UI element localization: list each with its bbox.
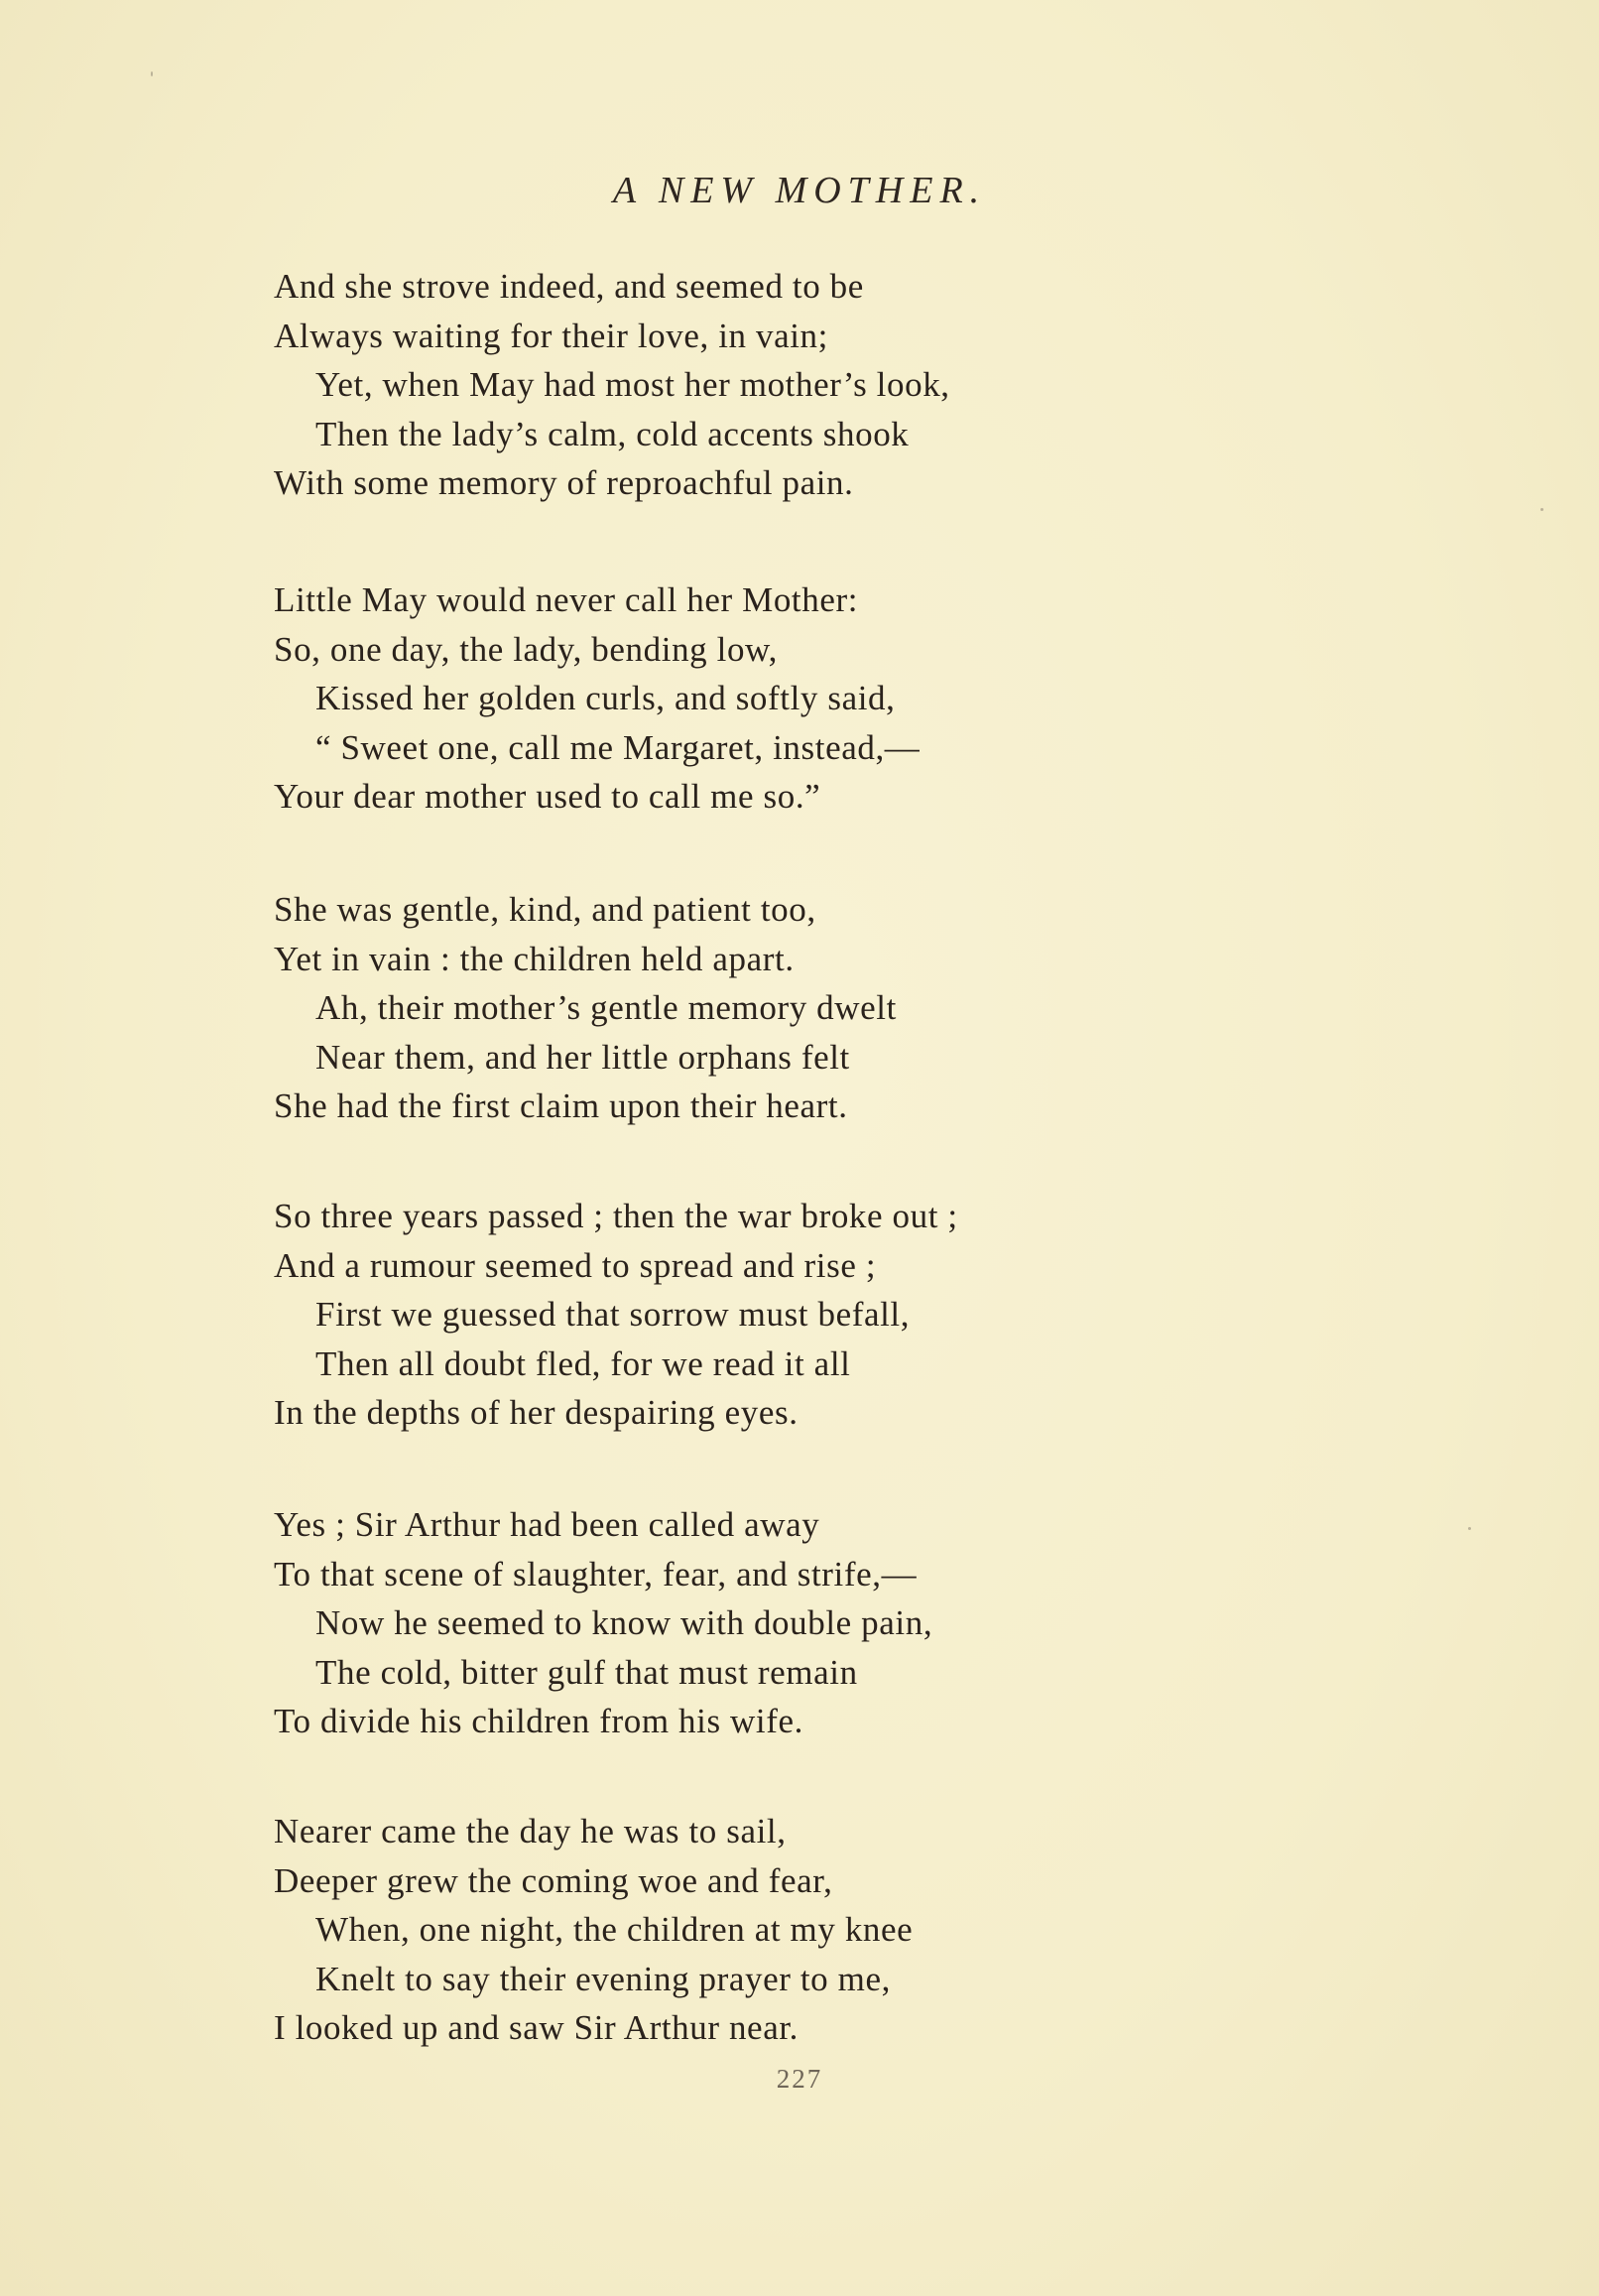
verse-line: Little May would never call her Mother: bbox=[274, 580, 859, 619]
paper-speck bbox=[1468, 1527, 1471, 1530]
verse-line: First we guessed that sorrow must befall, bbox=[315, 1295, 911, 1334]
verse-line: Then all doubt fled, for we read it all bbox=[315, 1343, 851, 1383]
verse-line: Deeper grew the coming woe and fear, bbox=[274, 1860, 833, 1900]
stanza-6 bbox=[274, 1807, 1414, 2053]
verse-line: So three years passed ; then the war broke out ; bbox=[274, 1197, 958, 1235]
verse-line: Now he seemed to know with double pain, bbox=[315, 1603, 933, 1642]
verse-line: Kissed her golden curls, and softly said, bbox=[315, 679, 896, 717]
verse-line: And a rumour seemed to spread and rise ; bbox=[274, 1245, 877, 1285]
verse-line: Ah, their mother’s gentle memory dwelt bbox=[315, 988, 897, 1027]
verse-line: Nearer came the day he was to sail, bbox=[274, 1812, 787, 1850]
verse-line: So, one day, the lady, bending low, bbox=[274, 629, 778, 669]
verse-line: To divide his children from his wife. bbox=[274, 1702, 803, 1740]
verse-line: And she strove indeed, and seemed to be bbox=[274, 267, 864, 306]
verse-line: Yet, when May had most her mother’s look, bbox=[315, 365, 950, 404]
running-head: A NEW MOTHER. bbox=[612, 170, 987, 211]
verse-line: “ Sweet one, call me Margaret, instead,— bbox=[315, 727, 921, 767]
page-number: 227 bbox=[776, 2064, 823, 2094]
verse-line: Always waiting for their love, in vain; bbox=[274, 316, 828, 355]
verse-line: Knelt to say their evening prayer to me, bbox=[315, 1959, 891, 1998]
paper-speck bbox=[1540, 508, 1543, 511]
stanza-3 bbox=[274, 885, 1414, 1131]
verse-line: Near them, and her little orphans felt bbox=[315, 1037, 850, 1077]
verse-line: I looked up and saw Sir Arthur near. bbox=[274, 2008, 799, 2047]
verse-line: The cold, bitter gulf that must remain bbox=[315, 1652, 858, 1692]
verse-line: Then the lady’s calm, cold accents shook bbox=[315, 414, 910, 453]
verse-line: She was gentle, kind, and patient too, bbox=[274, 890, 816, 929]
stanza-1 bbox=[274, 262, 1414, 508]
verse-line: With some memory of reproachful pain. bbox=[274, 463, 854, 502]
stanza-4 bbox=[274, 1192, 1414, 1438]
verse-line: Your dear mother used to call me so.” bbox=[274, 777, 821, 816]
verse-line: Yes ; Sir Arthur had been called away bbox=[274, 1505, 820, 1544]
verse-line: To that scene of slaughter, fear, and strife,— bbox=[274, 1554, 918, 1594]
verse-line: She had the first claim upon their heart. bbox=[274, 1086, 848, 1125]
verse-line: When, one night, the children at my knee bbox=[315, 1910, 914, 1949]
paper-speck bbox=[151, 71, 153, 76]
stanza-2 bbox=[274, 575, 1414, 822]
stanza-5 bbox=[274, 1500, 1414, 1746]
verse-line: In the depths of her despairing eyes. bbox=[274, 1393, 799, 1432]
verse-line: Yet in vain : the children held apart. bbox=[274, 939, 795, 978]
